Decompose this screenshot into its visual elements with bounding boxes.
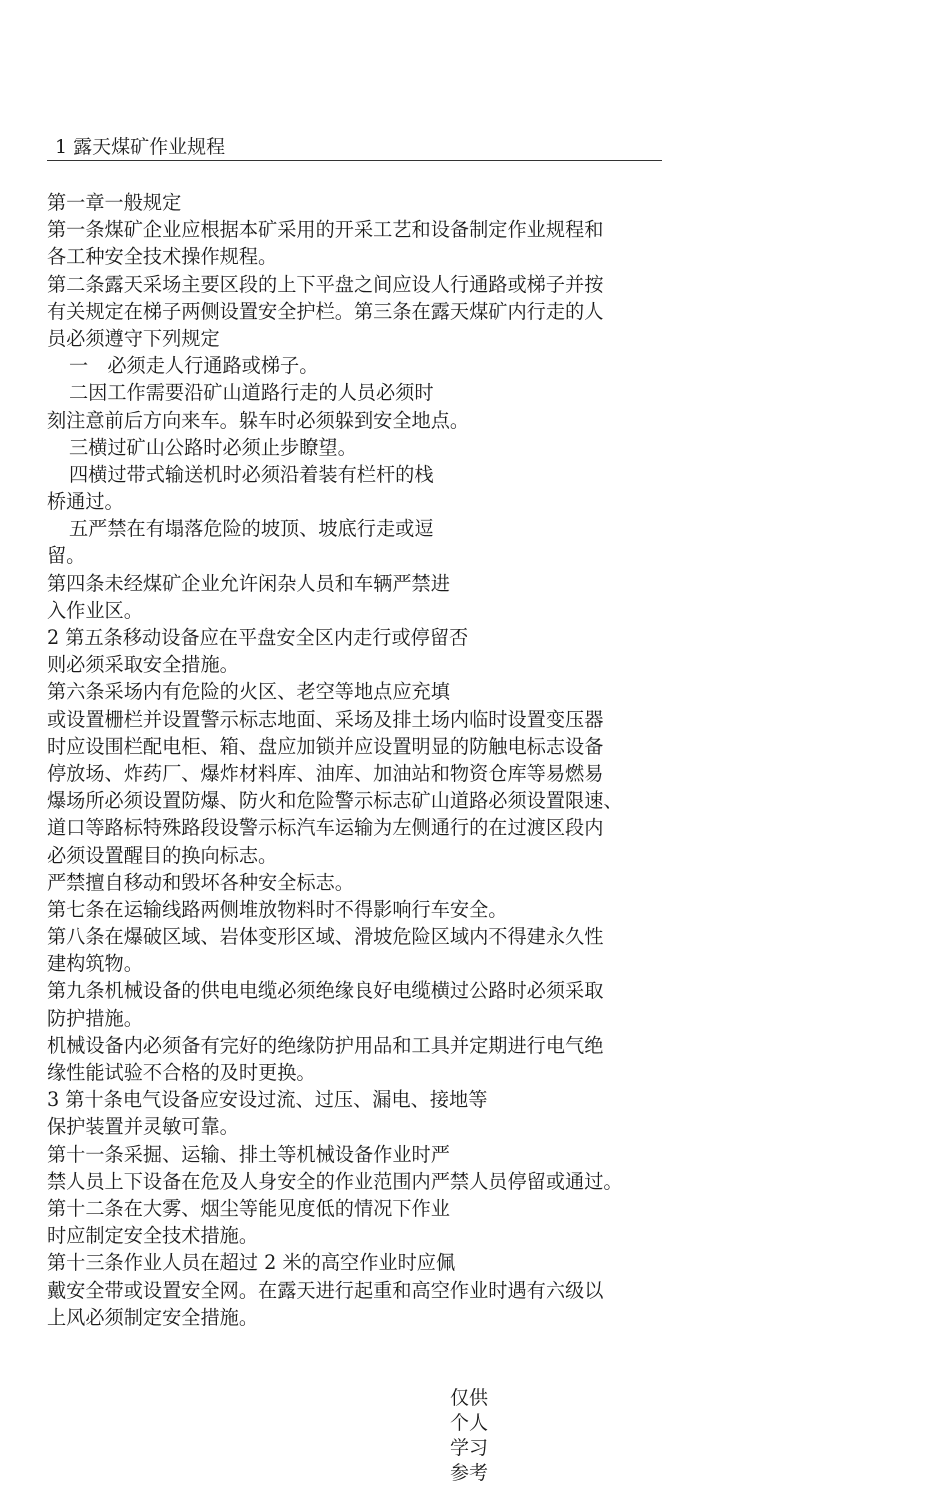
text-line: 戴安全带或设置安全网。在露天进行起重和高空作业时遇有六级以 — [47, 1278, 604, 1302]
text-line: 第七条在运输线路两侧堆放物料时不得影响行车安全。 — [47, 897, 508, 921]
text-line: 停放场、炸药厂、爆炸材料库、油库、加油站和物资仓库等易燃易 — [47, 761, 604, 785]
text-line: 防护措施。 — [47, 1006, 143, 1030]
text-line: 3 第十条电气设备应安设过流、过压、漏电、接地等 — [47, 1088, 488, 1112]
watermark-line: 学习 — [450, 1437, 489, 1459]
text-line: 2 第五条移动设备应在平盘安全区内走行或停留否 — [47, 626, 469, 649]
list-item: 四横过带式输送机时必须沿着装有栏杆的栈 — [69, 462, 434, 486]
text-line: 爆场所必须设置防爆、防火和危险警示标志矿山道路必须设置限速、 — [47, 789, 623, 813]
watermark-line: 参考 — [450, 1462, 489, 1484]
text-line: 建构筑物。 — [47, 952, 143, 976]
text-line: 刻注意前后方向来车。躲车时必须躲到安全地点。 — [47, 408, 470, 432]
text-line: 保护装置并灵敏可靠。 — [47, 1115, 239, 1139]
text-line: 第一条煤矿企业应根据本矿采用的开采工艺和设备制定作业规程和 — [47, 218, 604, 242]
list-item: 五严禁在有塌落危险的坡顶、坡底行走或逗 — [69, 517, 434, 541]
text-line: 第四条未经煤矿企业允许闲杂人员和车辆严禁进 — [47, 571, 450, 595]
text-line: 禁人员上下设备在危及人身安全的作业范围内严禁人员停留或通过。 — [47, 1169, 623, 1193]
text-line: 机械设备内必须备有完好的绝缘防护用品和工具并定期进行电气绝 — [47, 1033, 604, 1057]
text-line: 第六条采场内有危险的火区、老空等地点应充填 — [47, 680, 450, 704]
text-line: 员必须遵守下列规定 — [47, 326, 220, 350]
text-line: 严禁擅自移动和毁坏各种安全标志。 — [47, 870, 354, 894]
text-line: 上风必须制定安全措施。 — [47, 1305, 259, 1329]
list-item: 三横过矿山公路时必须止步瞭望。 — [69, 435, 357, 459]
text-line: 第二条露天采场主要区段的上下平盘之间应设人行通路或梯子并按 — [47, 272, 604, 296]
text-line: 留。 — [47, 544, 86, 568]
text-line: 入作业区。 — [47, 598, 143, 622]
text-line: 时应制定安全技术措施。 — [47, 1224, 259, 1248]
text-line: 第八条在爆破区域、岩体变形区域、滑坡危险区域内不得建永久性 — [47, 925, 604, 949]
text-line: 则必须采取安全措施。 — [47, 653, 239, 677]
chapter-heading: 第一章一般规定 — [47, 191, 182, 214]
watermark-note — [450, 1386, 498, 1486]
text-line: 必须设置醒目的换向标志。 — [47, 843, 278, 867]
text-line: 时应设围栏配电柜、箱、盘应加锁并应设置明显的防触电标志设备 — [47, 734, 604, 758]
document-header — [47, 134, 662, 161]
watermark-line: 仅供 — [450, 1387, 489, 1409]
text-line: 各工种安全技术操作规程。 — [47, 245, 278, 269]
text-line: 道口等路标特殊路段设警示标汽车运输为左侧通行的在过渡区段内 — [47, 816, 604, 840]
text-line: 第十二条在大雾、烟尘等能见度低的情况下作业 — [47, 1196, 450, 1220]
list-item: 一 必须走人行通路或梯子。 — [69, 354, 319, 378]
text-line: 或设置栅栏并设置警示标志地面、采场及排土场内临时设置变压器 — [47, 707, 604, 731]
document-body — [47, 189, 687, 1331]
text-line: 缘性能试验不合格的及时更换。 — [47, 1061, 316, 1084]
document-title: 1 露天煤矿作业规程 — [55, 136, 226, 158]
text-line: 有关规定在梯子两侧设置安全护栏。第三条在露天煤矿内行走的人 — [47, 299, 604, 323]
text-line: 桥通过。 — [47, 490, 124, 514]
text-line: 第十一条采掘、运输、排土等机械设备作业时严 — [47, 1142, 450, 1166]
text-line: 第十三条作业人员在超过 2 米的高空作业时应佩 — [47, 1251, 456, 1275]
text-line: 第九条机械设备的供电电缆必须绝缘良好电缆横过公路时必须采取 — [47, 979, 604, 1003]
watermark-line: 个人 — [450, 1412, 489, 1434]
list-item: 二因工作需要沿矿山道路行走的人员必须时 — [69, 381, 434, 405]
